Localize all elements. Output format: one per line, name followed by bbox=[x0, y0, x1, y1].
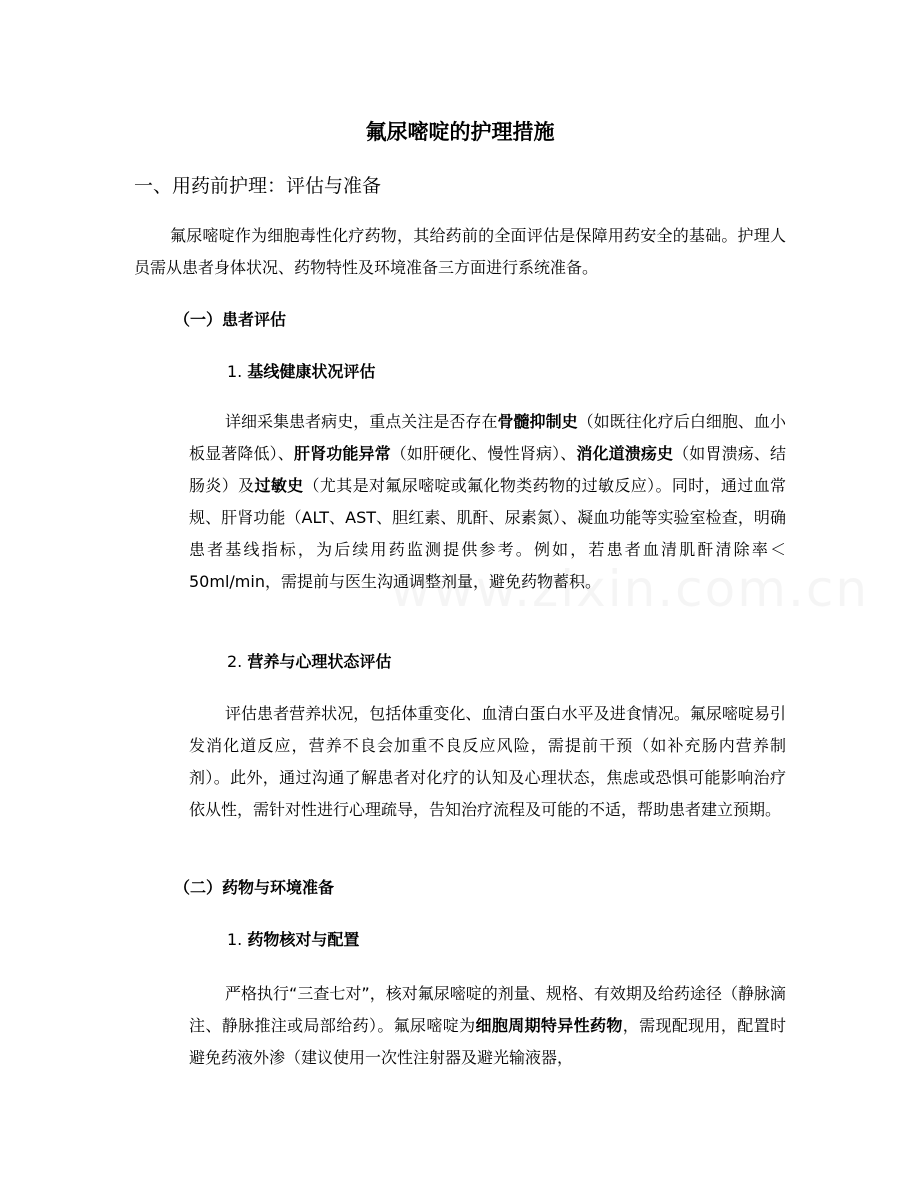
nutrition-paragraph bbox=[189, 698, 786, 826]
item-number: 1. bbox=[227, 930, 243, 949]
item-number: 2. bbox=[227, 652, 243, 671]
item-heading-nutrition bbox=[227, 648, 391, 676]
item-title: 药物核对与配置 bbox=[247, 930, 360, 949]
item-heading-drug-check bbox=[227, 926, 359, 954]
bold-term: 细胞周期特异性药物 bbox=[475, 1016, 623, 1035]
item-title: 营养与心理状态评估 bbox=[247, 652, 392, 671]
bold-term: 骨髓抑制史 bbox=[497, 412, 578, 431]
baseline-text: 详细采集患者病史，重点关注是否存在骨髓抑制史（如既往化疗后白细胞、血小板显著降低）、肝肾功能异常（如肝硬化、慢性肾病）、消化道溃疡史（如胃溃疡、结肠炎）及过敏史（尤其是对氟尿嘧啶或氟化物类药物的过敏反应）。同时，通过血常规、肝肾功能（ALT、AST、胆红素、肌酐、尿素氮）、凝血功能等实验室检查，明确患者基线指标，为后续用药监测提供参考。例如，若患者血清肌酐清除率＜50ml/min，需提前与医生沟通调整剂量，避免药物蓄积。 bbox=[189, 412, 786, 591]
subsection-heading-drug-environment: （二）药物与环境准备 bbox=[174, 878, 335, 897]
intro-paragraph bbox=[134, 220, 786, 284]
nutrition-text: 评估患者营养状况，包括体重变化、血清白蛋白水平及进食情况。氟尿嘧啶易引发消化道反应，营养不良会加重不良反应风险，需提前干预（如补充肠内营养制剂）。此外，通过沟通了解患者对化疗的认知及心理状态，焦虑或恐惧可能影响治疗依从性，需针对性进行心理疏导，告知治疗流程及可能的不适，帮助患者建立预期。 bbox=[189, 704, 786, 819]
baseline-paragraph bbox=[189, 406, 786, 598]
bold-term: 肝肾功能异常 bbox=[293, 444, 391, 463]
drug-check-paragraph bbox=[189, 978, 786, 1074]
subsection-heading-patient-assessment: （一）患者评估 bbox=[174, 310, 287, 329]
drug-check-text: 严格执行“三查七对”，核对氟尿嘧啶的剂量、规格、有效期及给药途径（静脉滴注、静脉推注或局部给药）。氟尿嘧啶为细胞周期特异性药物，需现配现用，配置时避免药液外渗（建议使用一次性注射器及避光输液器， bbox=[189, 984, 786, 1067]
bold-term: 过敏史 bbox=[254, 476, 304, 495]
document-title: 氟尿嘧啶的护理措施 bbox=[365, 120, 555, 144]
item-title: 基线健康状况评估 bbox=[247, 362, 376, 381]
intro-text: 氟尿嘧啶作为细胞毒性化疗药物，其给药前的全面评估是保障用药安全的基础。护理人员需从患者身体状况、药物特性及环境准备三方面进行系统准备。 bbox=[134, 226, 786, 277]
item-heading-baseline bbox=[227, 358, 375, 386]
section-heading-1: 一、用药前护理：评估与准备 bbox=[134, 175, 382, 197]
item-number: 1. bbox=[227, 362, 243, 381]
bold-term: 消化道溃疡史 bbox=[576, 444, 674, 463]
